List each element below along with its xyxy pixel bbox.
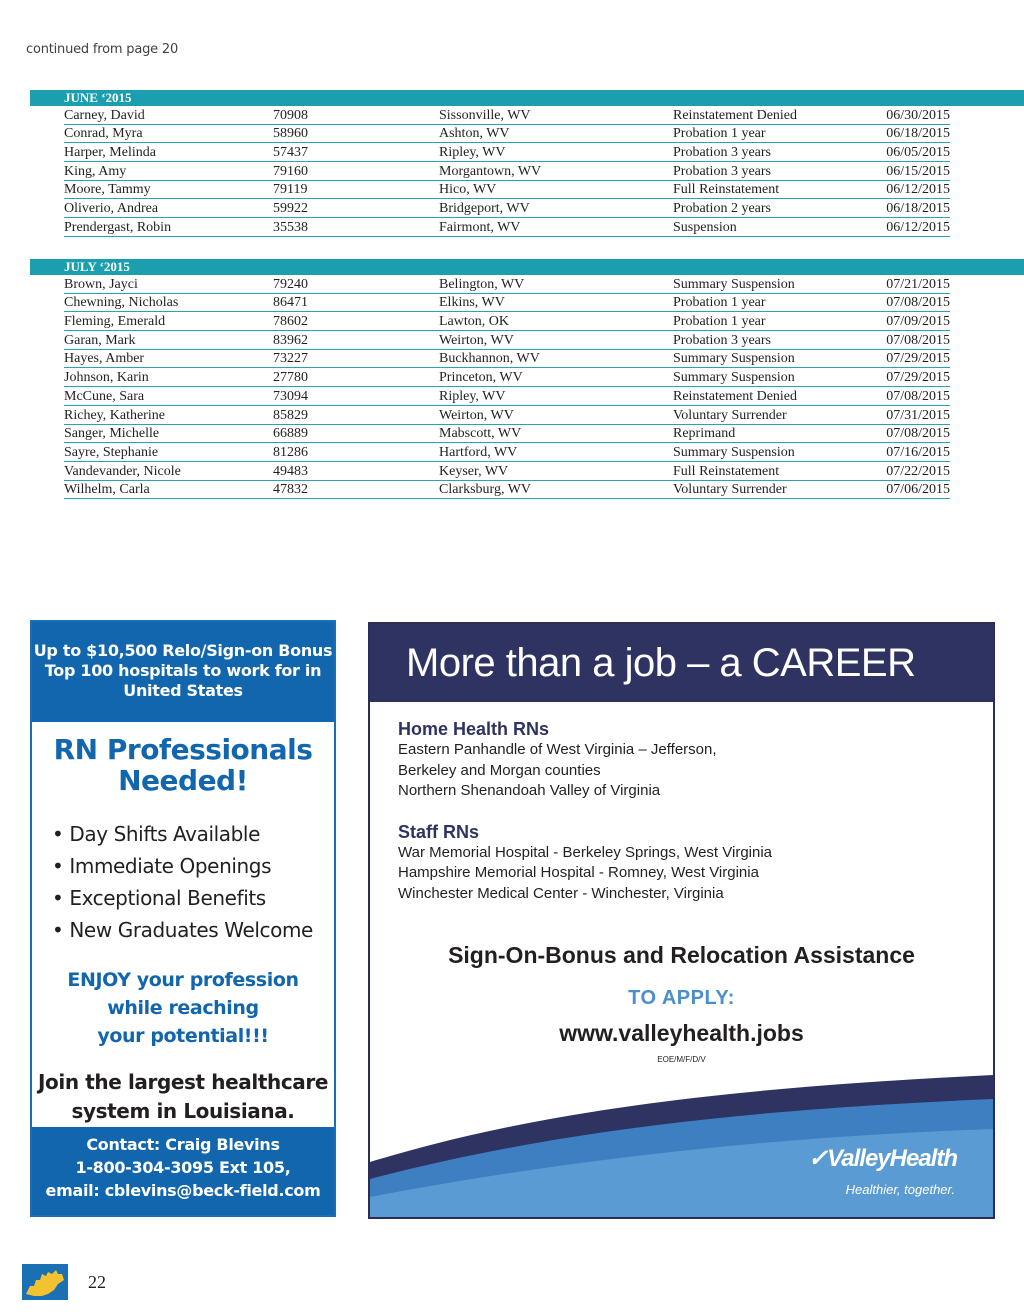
- benefit-item: • New Graduates Welcome: [52, 914, 334, 946]
- date-cell: 07/21/2015: [886, 276, 950, 292]
- license-cell: 49483: [273, 463, 308, 479]
- apply-label: TO APPLY:: [628, 987, 735, 1009]
- date-cell: 06/30/2015: [886, 107, 950, 123]
- ad-title: [32, 734, 334, 796]
- name-cell: Fleming, Emerald: [64, 314, 166, 330]
- action-cell: Voluntary Surrender: [673, 407, 787, 423]
- name-cell: Hayes, Amber: [64, 351, 145, 367]
- date-cell: 07/09/2015: [886, 314, 950, 330]
- table-row: [64, 275, 950, 294]
- license-cell: 83962: [273, 332, 308, 348]
- city-cell: Bridgeport, WV: [439, 201, 530, 217]
- table-row: [64, 125, 950, 144]
- benefit-item: • Immediate Openings: [52, 850, 334, 882]
- hospital-line: Hampshire Memorial Hospital - Romney, West Virginia: [398, 864, 759, 881]
- city-cell: Keyser, WV: [439, 463, 509, 479]
- name-cell: Vandevander, Nicole: [64, 463, 181, 479]
- join-line: system in Louisiana.: [71, 1099, 295, 1123]
- benefit-item: • Day Shifts Available: [52, 818, 334, 850]
- license-cell: 73227: [273, 351, 308, 367]
- license-cell: 57437: [273, 145, 308, 161]
- enjoy-line: while reaching: [107, 997, 259, 1019]
- home-health-heading: Home Health RNs: [398, 719, 550, 739]
- enjoy-line: ENJOY your profession: [67, 969, 299, 991]
- date-cell: 06/15/2015: [886, 163, 950, 179]
- table-row: [64, 368, 950, 387]
- june-section: [30, 90, 1024, 237]
- action-cell: Suspension: [673, 219, 737, 235]
- name-cell: Sanger, Michelle: [64, 426, 160, 442]
- table-row: [64, 106, 950, 125]
- valley-health-v-icon: ✓: [808, 1145, 828, 1172]
- license-cell: 66889: [273, 426, 308, 442]
- name-cell: Chewning, Nicholas: [64, 295, 179, 311]
- rn-professionals-ad: [30, 620, 336, 1217]
- location-line: Berkeley and Morgan counties: [398, 761, 601, 779]
- logo-text: ValleyHealth: [827, 1145, 957, 1172]
- city-cell: Sissonville, WV: [439, 107, 531, 123]
- date-cell: 07/08/2015: [886, 426, 950, 442]
- name-cell: Johnson, Karin: [64, 370, 149, 386]
- enjoy-text: [32, 966, 334, 1050]
- license-cell: 86471: [273, 295, 308, 311]
- city-cell: Ripley, WV: [439, 388, 506, 404]
- date-cell: 07/08/2015: [886, 332, 950, 348]
- city-cell: Fairmont, WV: [439, 219, 521, 235]
- date-cell: 06/12/2015: [886, 182, 950, 198]
- valley-health-ad: [368, 622, 995, 1219]
- date-cell: 06/18/2015: [886, 126, 950, 142]
- bonus-banner: [32, 622, 334, 722]
- license-cell: 47832: [273, 482, 308, 498]
- june-heading: JUNE ‘2015: [30, 90, 1024, 106]
- tagline: Healthier, together.: [845, 1182, 955, 1197]
- license-cell: 35538: [273, 219, 308, 235]
- date-cell: 07/29/2015: [886, 351, 950, 367]
- contact-banner: [32, 1127, 334, 1215]
- table-row: [64, 443, 950, 462]
- benefit-item: • Exceptional Benefits: [52, 882, 334, 914]
- license-cell: 70908: [273, 107, 308, 123]
- name-cell: King, Amy: [64, 163, 127, 179]
- date-cell: 07/08/2015: [886, 295, 950, 311]
- continued-note: continued from page 20: [26, 42, 179, 57]
- action-cell: Probation 3 years: [673, 332, 771, 348]
- license-cell: 73094: [273, 388, 308, 404]
- hospital-line: War Memorial Hospital - Berkeley Springs, West Virginia: [398, 843, 773, 861]
- city-cell: Ripley, WV: [439, 145, 506, 161]
- bonus-line: Up to $10,500 Relo/Sign-on Bonus: [33, 641, 333, 660]
- ad-title-line: Needed!: [118, 764, 248, 797]
- action-cell: Probation 1 year: [673, 295, 766, 311]
- table-row: [64, 199, 950, 218]
- city-cell: Mabscott, WV: [439, 426, 522, 442]
- table-row: [64, 162, 950, 181]
- city-cell: Buckhannon, WV: [439, 351, 540, 367]
- table-row: [64, 143, 950, 162]
- table-row: [64, 481, 950, 500]
- west-virginia-state-icon: [22, 1264, 68, 1300]
- action-cell: Full Reinstatement: [673, 182, 780, 198]
- action-cell: Probation 1 year: [673, 314, 766, 330]
- name-cell: Conrad, Myra: [64, 126, 143, 142]
- table-row: [64, 218, 950, 237]
- action-cell: Reinstatement Denied: [673, 107, 798, 123]
- license-cell: 79240: [273, 276, 308, 292]
- page-number: 22: [88, 1272, 106, 1292]
- table-row: [64, 387, 950, 406]
- date-cell: 07/08/2015: [886, 388, 950, 404]
- action-cell: Probation 1 year: [673, 126, 766, 142]
- contact-phone: 1-800-304-3095 Ext 105,: [75, 1158, 291, 1177]
- city-cell: Hico, WV: [439, 182, 497, 198]
- license-cell: 78602: [273, 314, 308, 330]
- location-line: Northern Shenandoah Valley of Virginia: [398, 782, 661, 799]
- name-cell: Brown, Jayci: [64, 276, 138, 292]
- action-cell: Probation 3 years: [673, 163, 771, 179]
- action-cell: Reinstatement Denied: [673, 388, 798, 404]
- benefit-list: [32, 818, 334, 946]
- date-cell: 06/18/2015: [886, 201, 950, 217]
- contact-email: email: cblevins@beck-field.com: [45, 1181, 321, 1200]
- table-row: [64, 350, 950, 369]
- jobs-url[interactable]: www.valleyhealth.jobs: [559, 1020, 804, 1046]
- ad-headline: More than a job – a CAREER: [370, 624, 993, 702]
- table-row: [64, 462, 950, 481]
- table-row: [64, 425, 950, 444]
- valley-health-logo: [808, 1144, 957, 1173]
- eoe-statement: EOE/M/F/D/V: [657, 1055, 706, 1064]
- staff-rn-heading: Staff RNs: [398, 821, 480, 842]
- license-cell: 85829: [273, 407, 308, 423]
- table-row: [64, 331, 950, 350]
- bonus-line: United States: [123, 681, 243, 700]
- city-cell: Ashton, WV: [439, 126, 510, 142]
- action-cell: Probation 2 years: [673, 201, 771, 217]
- name-cell: Carney, David: [64, 107, 145, 123]
- name-cell: Richey, Katherine: [64, 407, 165, 423]
- name-cell: Wilhelm, Carla: [64, 482, 150, 498]
- table-row: [64, 406, 950, 425]
- license-cell: 81286: [273, 444, 308, 460]
- name-cell: Sayre, Stephanie: [64, 444, 159, 460]
- date-cell: 07/29/2015: [886, 370, 950, 386]
- license-cell: 59922: [273, 201, 308, 217]
- location-line: Eastern Panhandle of West Virginia – Jefferson,: [398, 741, 717, 758]
- join-text: [32, 1068, 334, 1126]
- date-cell: 07/16/2015: [886, 444, 950, 460]
- name-cell: Harper, Melinda: [64, 145, 156, 161]
- name-cell: Moore, Tammy: [64, 182, 151, 198]
- license-cell: 79160: [273, 163, 308, 179]
- action-cell: Summary Suspension: [673, 444, 795, 460]
- city-cell: Belington, WV: [439, 276, 525, 292]
- date-cell: 06/12/2015: [886, 219, 950, 235]
- table-row: [64, 294, 950, 313]
- bonus-line: Top 100 hospitals to work for in: [44, 661, 322, 680]
- city-cell: Hartford, WV: [439, 444, 518, 460]
- city-cell: Princeton, WV: [439, 370, 523, 386]
- bonus-text: Sign-On-Bonus and Relocation Assistance: [448, 942, 915, 968]
- action-cell: Summary Suspension: [673, 370, 795, 386]
- enjoy-line: your potential!!!: [97, 1025, 269, 1047]
- hospital-line: Winchester Medical Center - Winchester, Virginia: [398, 884, 724, 902]
- license-cell: 79119: [273, 182, 308, 198]
- city-cell: Lawton, OK: [439, 314, 509, 330]
- date-cell: 07/22/2015: [886, 463, 950, 479]
- name-cell: McCune, Sara: [64, 388, 145, 404]
- action-cell: Summary Suspension: [673, 276, 795, 292]
- license-cell: 58960: [273, 126, 308, 142]
- date-cell: 07/06/2015: [886, 482, 950, 498]
- july-heading: JULY ‘2015: [30, 259, 1024, 275]
- action-cell: Full Reinstatement: [673, 463, 780, 479]
- july-section: [30, 259, 1024, 499]
- city-cell: Weirton, WV: [439, 332, 514, 348]
- join-line: Join the largest healthcare: [37, 1070, 329, 1094]
- name-cell: Garan, Mark: [64, 332, 136, 348]
- date-cell: 06/05/2015: [886, 145, 950, 161]
- action-cell: Probation 3 years: [673, 145, 771, 161]
- date-cell: 07/31/2015: [886, 407, 950, 423]
- table-row: [64, 181, 950, 200]
- name-cell: Oliverio, Andrea: [64, 201, 159, 217]
- city-cell: Elkins, WV: [439, 295, 505, 311]
- table-row: [64, 312, 950, 331]
- city-cell: Weirton, WV: [439, 407, 514, 423]
- city-cell: Clarksburg, WV: [439, 482, 532, 498]
- license-cell: 27780: [273, 370, 308, 386]
- action-cell: Reprimand: [673, 426, 736, 442]
- contact-name: Contact: Craig Blevins: [86, 1135, 280, 1154]
- ad-title-line: RN Professionals: [53, 733, 313, 766]
- city-cell: Morgantown, WV: [439, 163, 542, 179]
- action-cell: Summary Suspension: [673, 351, 795, 367]
- action-cell: Voluntary Surrender: [673, 482, 787, 498]
- name-cell: Prendergast, Robin: [64, 219, 172, 235]
